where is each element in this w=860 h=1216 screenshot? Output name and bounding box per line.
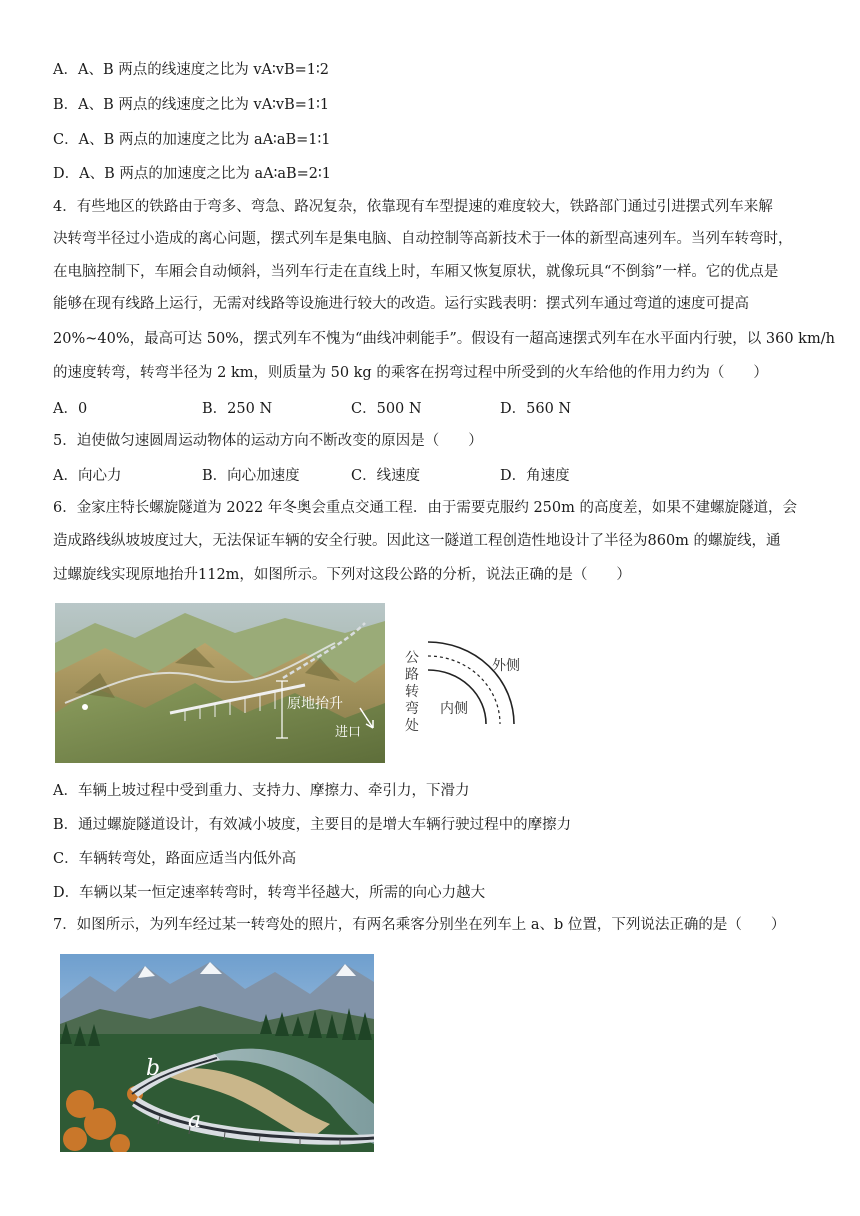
q6-option-d: D．车辆以某一恒定速率转弯时，转弯半径越大，所需的向心力越大 — [53, 885, 486, 901]
q3-option-b: B．A、B 两点的线速度之比为 vA∶vB=1∶1 — [53, 97, 330, 113]
q5-option-c: C．线速度 — [351, 468, 421, 484]
q6-stem-line-3: 过螺旋线实现原地抬升112m，如图所示。下列对这段公路的分析，说法正确的是（ ） — [53, 567, 631, 583]
q4-stem-line-1: 4．有些地区的铁路由于弯多、弯急、路况复杂，依靠现有车型提速的难度较大，铁路部门通过引进摆式列车来解 — [53, 199, 773, 215]
q4-option-a: A．0 — [53, 401, 88, 417]
q4-stem-line-5: 20%~40%，最高可达 50%，摆式列车不愧为“曲线冲刺能手”。假设有一超高速摆式列车在水平面内行驶，以 360 km/h — [53, 331, 835, 347]
train-photo-graphic — [60, 954, 374, 1152]
q4-stem-line-3: 在电脑控制下，车厢会自动倾斜，当列车行走在直线上时，车厢又恢复原状，就像玩具“不倒翁”一样。它的优点是 — [53, 264, 779, 280]
road-curve-diagram — [398, 640, 528, 740]
q4-stem-line-2: 决转弯半径过小造成的离心问题，摆式列车是集电脑、自动控制等高新技术于一体的新型高速列车。当列车转弯时， — [53, 231, 793, 247]
train-curve-photo — [60, 954, 374, 1152]
photo-label-lift: 原地抬升 — [287, 696, 343, 712]
tunnel-aerial-photo — [55, 603, 385, 763]
q3-option-c: C．A、B 两点的加速度之比为 aA∶aB=1∶1 — [53, 132, 331, 148]
diagram-outer-label: 外侧 — [492, 658, 520, 674]
q5-option-a: A．向心力 — [53, 468, 122, 484]
q5-stem: 5．迫使做匀速圆周运动物体的运动方向不断改变的原因是（ ） — [53, 433, 483, 449]
q6-option-b: B．通过螺旋隧道设计，有效减小坡度，主要目的是增大车辆行驶过程中的摩擦力 — [53, 817, 572, 833]
diagram-inner-label: 内侧 — [440, 701, 468, 717]
photo-label-entrance: 进口 — [335, 725, 362, 740]
photo-label-a: a — [188, 1108, 202, 1133]
q4-stem-line-4: 能够在现有线路上运行，无需对线路等设施进行较大的改造。运行实践表明：摆式列车通过弯道的速度可提高 — [53, 296, 749, 312]
diagram-vertical-label: 公 路 转 弯 处 — [405, 650, 419, 734]
q5-option-d: D．角速度 — [500, 468, 570, 484]
q4-option-b: B．250 N — [202, 401, 273, 417]
q3-option-a: A．A、B 两点的线速度之比为 vA∶vB=1∶2 — [53, 62, 329, 78]
q3-option-d: D．A、B 两点的加速度之比为 aA∶aB=2∶1 — [53, 166, 332, 182]
q4-option-c: C．500 N — [351, 401, 422, 417]
q5-option-b: B．向心加速度 — [202, 468, 300, 484]
q7-stem: 7．如图所示，为列车经过某一转弯处的照片，有两名乘客分别坐在列车上 a、b 位置，下列说法正确的是（ ） — [53, 917, 786, 933]
q6-option-a: A．车辆上坡过程中受到重力、支持力、摩擦力、牵引力，下滑力 — [53, 783, 470, 799]
photo-label-b: b — [146, 1056, 161, 1081]
q6-stem-line-1: 6．金家庄特长螺旋隧道为 2022 年冬奥会重点交通工程．由于需要克服约 250m 的高度差，如果不建螺旋隧道，会 — [53, 500, 797, 516]
q6-stem-line-2: 造成路线纵坡坡度过大，无法保证车辆的安全行驶。因此这一隧道工程创造性地设计了半径为860m 的螺旋线，通 — [53, 533, 781, 549]
q4-option-d: D．560 N — [500, 401, 572, 417]
q4-stem-line-6: 的速度转弯，转弯半径为 2 km，则质量为 50 kg 的乘客在拐弯过程中所受到的火车给他的作用力约为（ ） — [53, 365, 768, 381]
q6-option-c: C．车辆转弯处，路面应适当内低外高 — [53, 851, 297, 867]
